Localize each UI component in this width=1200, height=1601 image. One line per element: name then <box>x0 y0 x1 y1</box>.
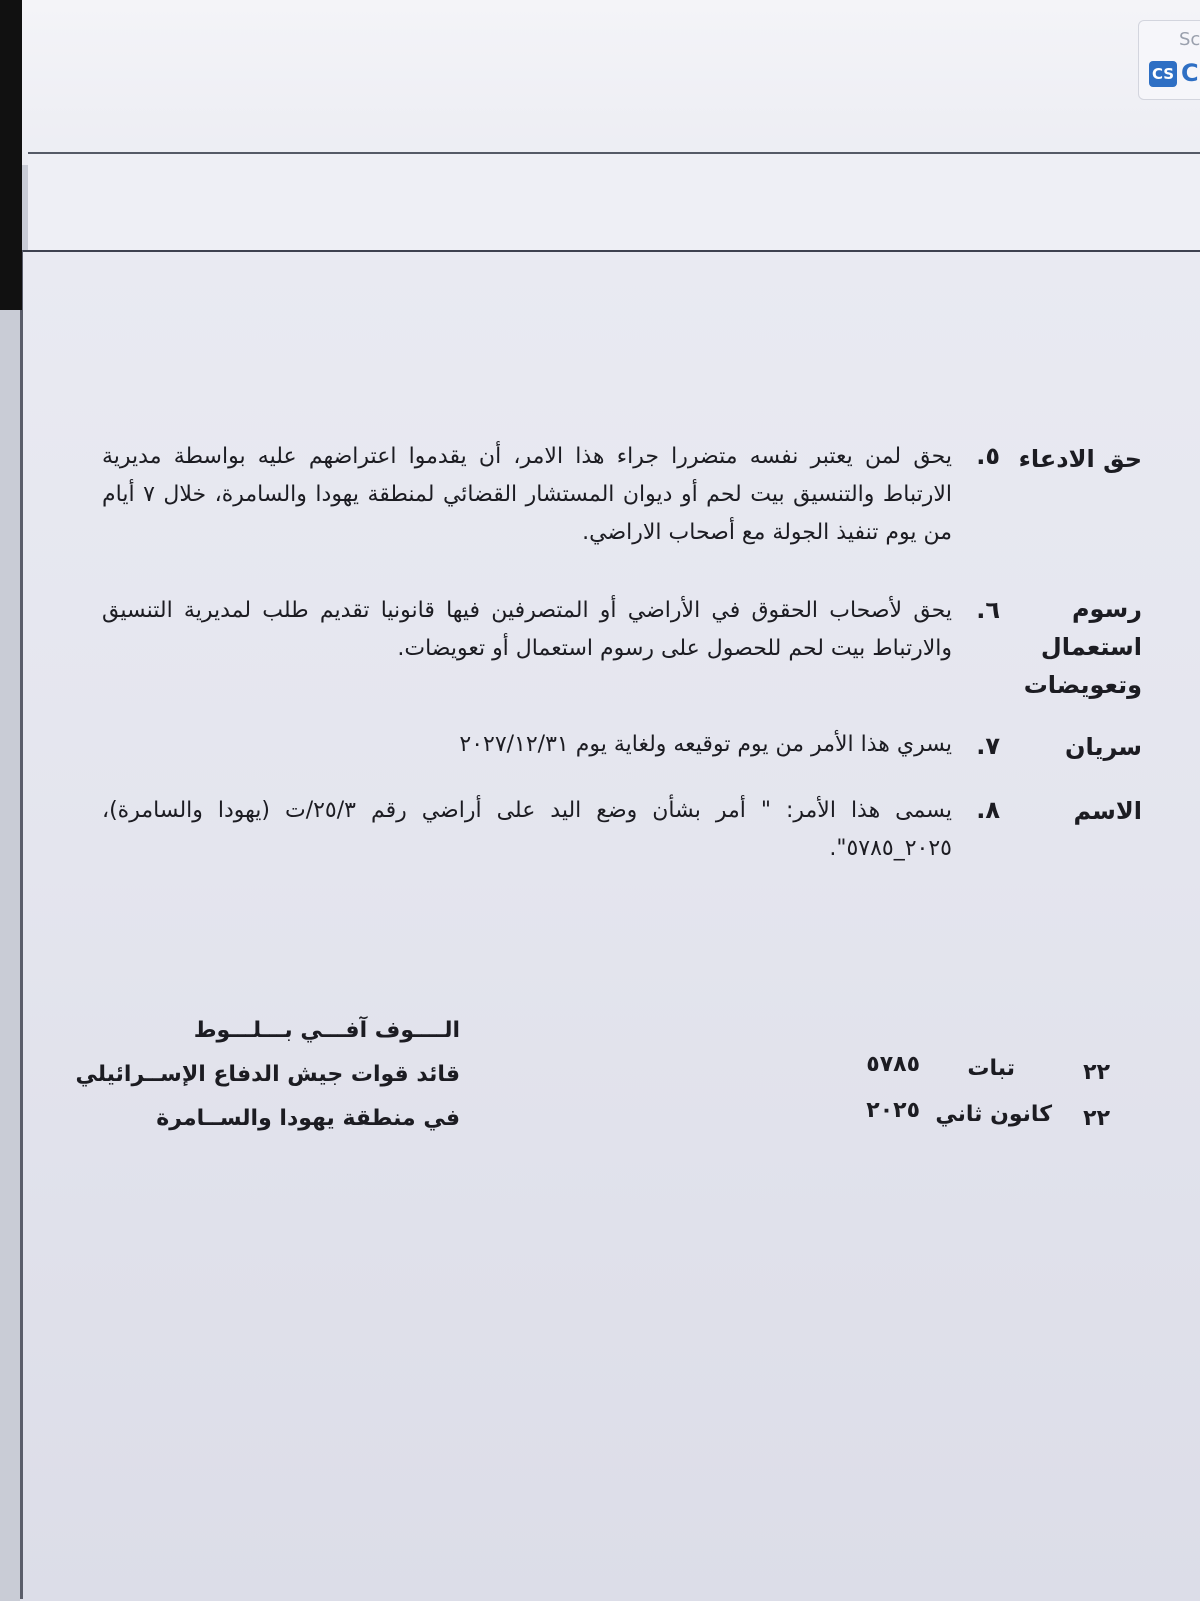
signatory-region: في منطقة يهودا والســامرة <box>156 1106 460 1131</box>
camscanner-logo-icon: CS <box>1149 61 1177 87</box>
clause-side-label: الاسم <box>1073 797 1142 825</box>
clause-text: يسمى هذا الأمر: " أمر بشأن وضع اليد على أراضي رقم ٢٥/٣/ت (يهودا والسامرة)، ٢٠٢٥_٥٧٨٥". <box>102 798 952 861</box>
clause-number: ٦. <box>976 596 1000 624</box>
scanner-caption: Sc <box>1179 29 1200 50</box>
back-sheet <box>0 0 1200 165</box>
hebrew-date-month: تبات <box>967 1056 1015 1081</box>
binder-strip <box>0 0 22 310</box>
hebrew-date-year: ٥٧٨٥ <box>866 1052 920 1077</box>
page-edge <box>20 250 23 1599</box>
signatory-name: الــــوف آفـــي بـــلـــوط <box>193 1018 460 1043</box>
clause-side-label: رسوم استعمال وتعويضات <box>1023 595 1142 699</box>
gregorian-date-day: ٢٢ <box>1083 1106 1110 1131</box>
middle-sheet <box>28 152 1200 264</box>
gregorian-date-month: كانون ثاني <box>935 1102 1052 1127</box>
clause-side-label: حق الادعاء <box>1018 445 1142 473</box>
clause-text: يحق لأصحاب الحقوق في الأراضي أو المتصرفين فيها قانونيا تقديم طلب لمديرية التنسيق والارتباط بيت لحم للحصول على رسوم استعمال أو تعويضات. <box>102 598 952 661</box>
signatory-title: قائد قوات جيش الدفاع الإســرائيلي <box>75 1062 460 1087</box>
clause-number: ٧. <box>976 732 1000 760</box>
clause-number: ٥. <box>976 442 1000 470</box>
clause-number: ٨. <box>976 796 1000 824</box>
clause-side-label: سريان <box>1064 733 1142 761</box>
clause-text: يحق لمن يعتبر نفسه متضررا جراء هذا الامر، أن يقدموا اعتراضهم عليه بواسطة مديرية الارتباط والتنسيق بيت لحم أو ديوان المستشار القضائي لمنطقة يهودا والسامرة، خلال ٧ أيام من يوم تنفيذ الجولة مع أصحاب الاراضي. <box>102 444 952 545</box>
camscanner-badge <box>1138 20 1200 100</box>
clause-text: يسري هذا الأمر من يوم توقيعه ولغاية يوم ٢٠٢٧/١٢/٣١ <box>459 732 952 757</box>
hebrew-date-day: ٢٢ <box>1083 1060 1110 1085</box>
gregorian-date-year: ٢٠٢٥ <box>866 1098 920 1123</box>
scanner-letter: C <box>1181 59 1199 87</box>
